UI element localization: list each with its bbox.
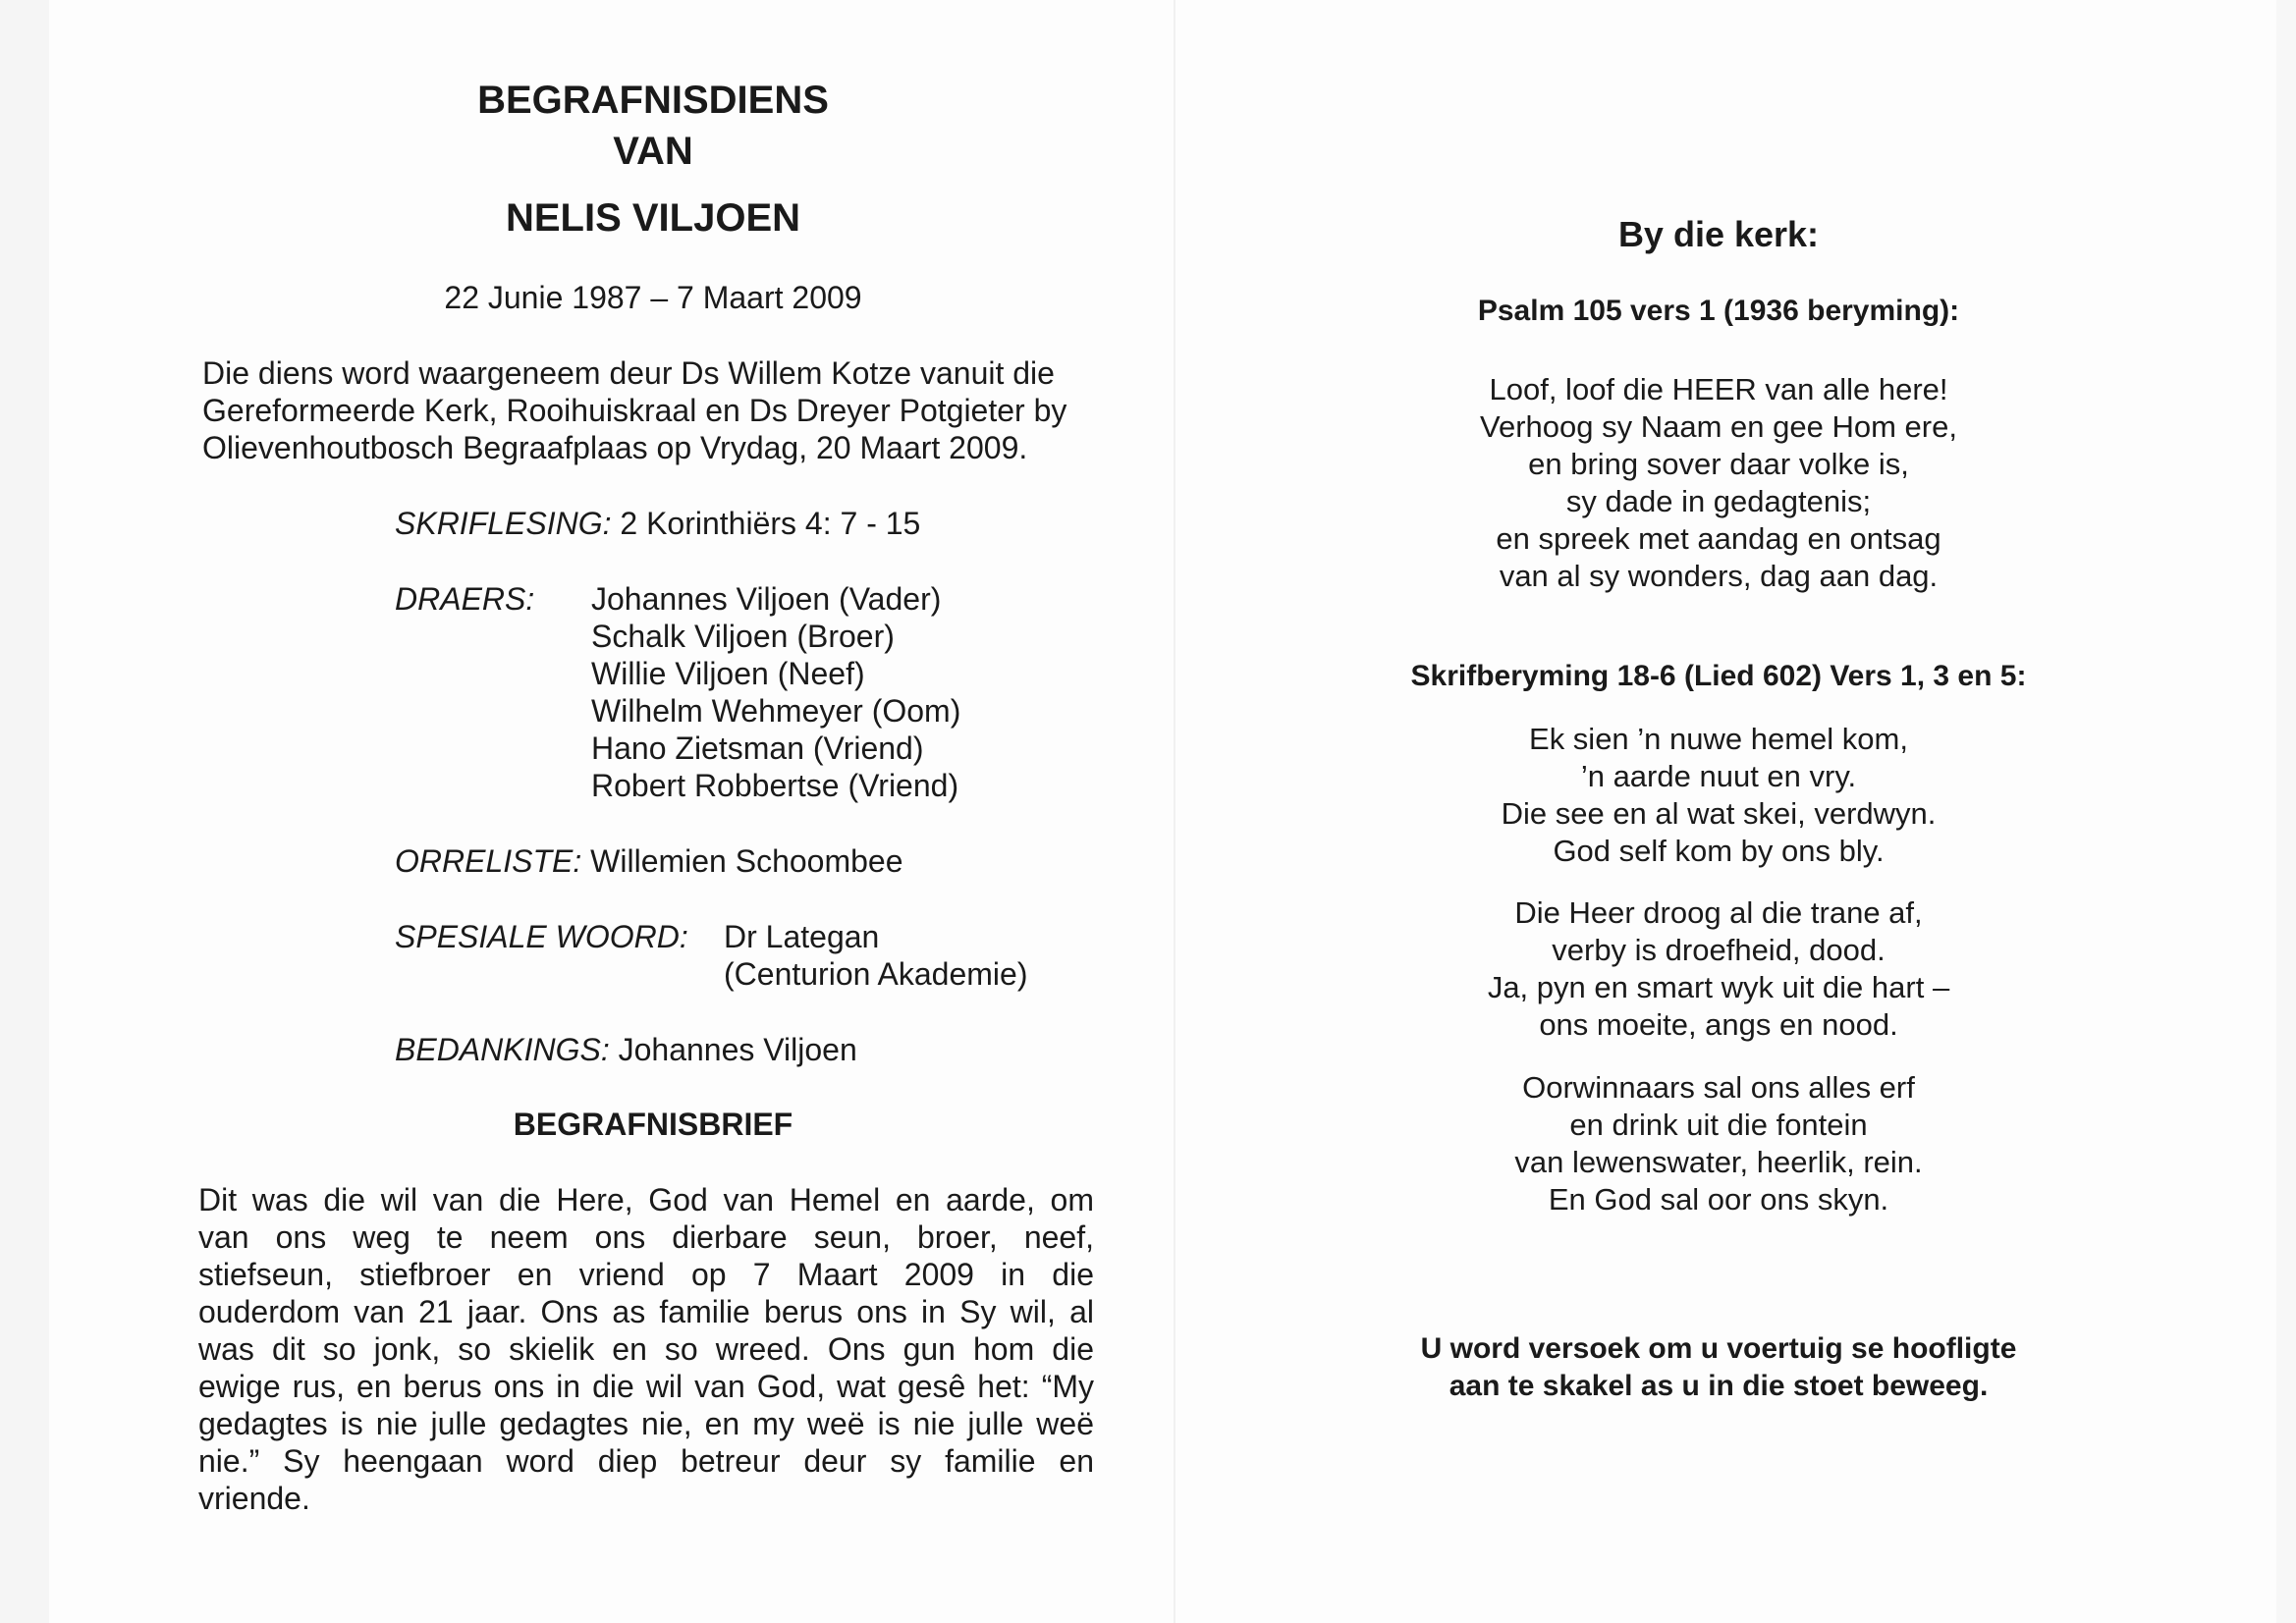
page-edge-right	[2276, 0, 2296, 1623]
verse-3	[1375, 1069, 2062, 1218]
notice-line: U word versoek om u voertuig se hoofligte	[1420, 1332, 2017, 1365]
brief-line: was dit so jonk, so skielik en so wreed. Ons gun hom die	[198, 1331, 1094, 1367]
spesiale-woord-speaker: Dr Lategan	[724, 919, 880, 954]
verse-line: ons moeite, angs en nood.	[1539, 1007, 1898, 1042]
intro-line: Gereformeerde Kerk, Rooihuiskraal en Ds Dreyer Potgieter by	[202, 393, 1067, 428]
spesiale-woord-value	[724, 918, 1027, 993]
brief-line: van ons weg te neem ons dierbare seun, broer, neef,	[198, 1219, 1094, 1255]
title-line2: VAN	[613, 130, 693, 173]
service-intro	[202, 354, 1066, 466]
bedankings-row	[395, 1031, 857, 1068]
skriflesing-label: SKRIFLESING:	[395, 506, 612, 541]
brief-title: BEGRAFNISBRIEF	[513, 1107, 793, 1142]
psalm-line: Verhoog sy Naam en gee Hom ere,	[1480, 409, 1957, 444]
draer-name: Willie Viljoen (Neef)	[591, 656, 865, 691]
psalm-line: Loof, loof die HEER van alle here!	[1489, 372, 1948, 406]
verse-line: Oorwinnaars sal ons alles erf	[1522, 1070, 1915, 1105]
brief-line: vriende.	[198, 1481, 310, 1516]
verse-line: Ek sien ’n nuwe hemel kom,	[1529, 722, 1908, 756]
page-edge-left	[0, 0, 49, 1623]
draer-name: Robert Robbertse (Vriend)	[591, 768, 959, 803]
bedankings-value: Johannes Viljoen	[618, 1032, 857, 1067]
deceased-name: NELIS VILJOEN	[505, 196, 801, 240]
brief-line: gedagtes is nie julle gedagtes nie, en my weë is nie julle weë	[198, 1406, 1094, 1441]
draer-name: Hano Zietsman (Vriend)	[591, 730, 924, 766]
bedankings-label: BEDANKINGS:	[395, 1032, 610, 1067]
verse-line: Die Heer droog al die trane af,	[1514, 895, 1923, 930]
brief-line: ewige rus, en berus ons in die wil van God, wat gesê het: “My	[198, 1369, 1094, 1404]
spesiale-woord-label: SPESIALE WOORD:	[395, 919, 688, 954]
life-dates: 22 Junie 1987 – 7 Maart 2009	[444, 280, 862, 315]
skrifberyming-title: Skrifberyming 18-6 (Lied 602) Vers 1, 3 en 5:	[1410, 660, 2027, 692]
brief-line: nie.” Sy heengaan word diep betreur deur sy familie en	[198, 1443, 1094, 1479]
draer-name: Johannes Viljoen (Vader)	[591, 581, 942, 617]
spesiale-woord-affiliation: (Centurion Akademie)	[724, 956, 1028, 992]
brief-text	[198, 1181, 1094, 1517]
verse-line: verby is droefheid, dood.	[1552, 933, 1886, 967]
intro-line: Olievenhoutbosch Begraafplaas op Vrydag, 20 Maart 2009.	[202, 430, 1028, 465]
psalm-line: en bring sover daar volke is,	[1528, 447, 1909, 481]
verse-line: God self kom by ons bly.	[1553, 834, 1885, 868]
psalm-line: van al sy wonders, dag aan dag.	[1499, 559, 1939, 593]
draer-name: Schalk Viljoen (Broer)	[591, 619, 895, 654]
verse-line: ’n aarde nuut en vry.	[1580, 759, 1857, 793]
page-fold	[1174, 0, 1175, 1623]
brief-line: stiefseun, stiefbroer en vriend op 7 Maart 2009 in die	[198, 1257, 1094, 1292]
notice-line: aan te skakel as u in die stoet beweeg.	[1449, 1370, 1989, 1402]
intro-line: Die diens word waargeneem deur Ds Willem Kotze vanuit die	[202, 355, 1055, 391]
verse-line: Die see en al wat skei, verdwyn.	[1501, 796, 1937, 831]
verse-line: Ja, pyn en smart wyk uit die hart –	[1487, 970, 1950, 1004]
psalm-line: sy dade in gedagtenis;	[1565, 484, 1872, 518]
orreliste-value: Willemien Schoombee	[590, 843, 903, 879]
draers-label: DRAERS:	[395, 581, 535, 617]
brief-line: Dit was die wil van die Here, God van Hemel en aarde, om	[198, 1182, 1094, 1217]
psalm-line: en spreek met aandag en ontsag	[1496, 521, 1941, 556]
verse-line: en drink uit die fontein	[1569, 1108, 1868, 1142]
verse-line: En God sal oor ons skyn.	[1548, 1182, 1889, 1217]
draers-list	[591, 580, 960, 804]
psalm-text	[1375, 371, 2062, 595]
psalm-title: Psalm 105 vers 1 (1936 beryming):	[1477, 295, 1960, 327]
headlights-notice	[1277, 1330, 2160, 1405]
skriflesing-row	[395, 505, 920, 542]
brief-line: ouderdom van 21 jaar. Ons as familie berus ons in Sy wil, al	[198, 1294, 1094, 1329]
draer-name: Wilhelm Wehmeyer (Oom)	[591, 693, 961, 729]
orreliste-row	[395, 842, 903, 880]
verse-1	[1375, 721, 2062, 870]
verse-2	[1375, 894, 2062, 1044]
title-line1: BEGRAFNISDIENS	[477, 79, 829, 122]
skriflesing-value: 2 Korinthiërs 4: 7 - 15	[620, 506, 921, 541]
church-heading: By die kerk:	[1617, 214, 1820, 254]
orreliste-label: ORRELISTE:	[395, 843, 582, 879]
verse-line: van lewenswater, heerlik, rein.	[1514, 1145, 1923, 1179]
